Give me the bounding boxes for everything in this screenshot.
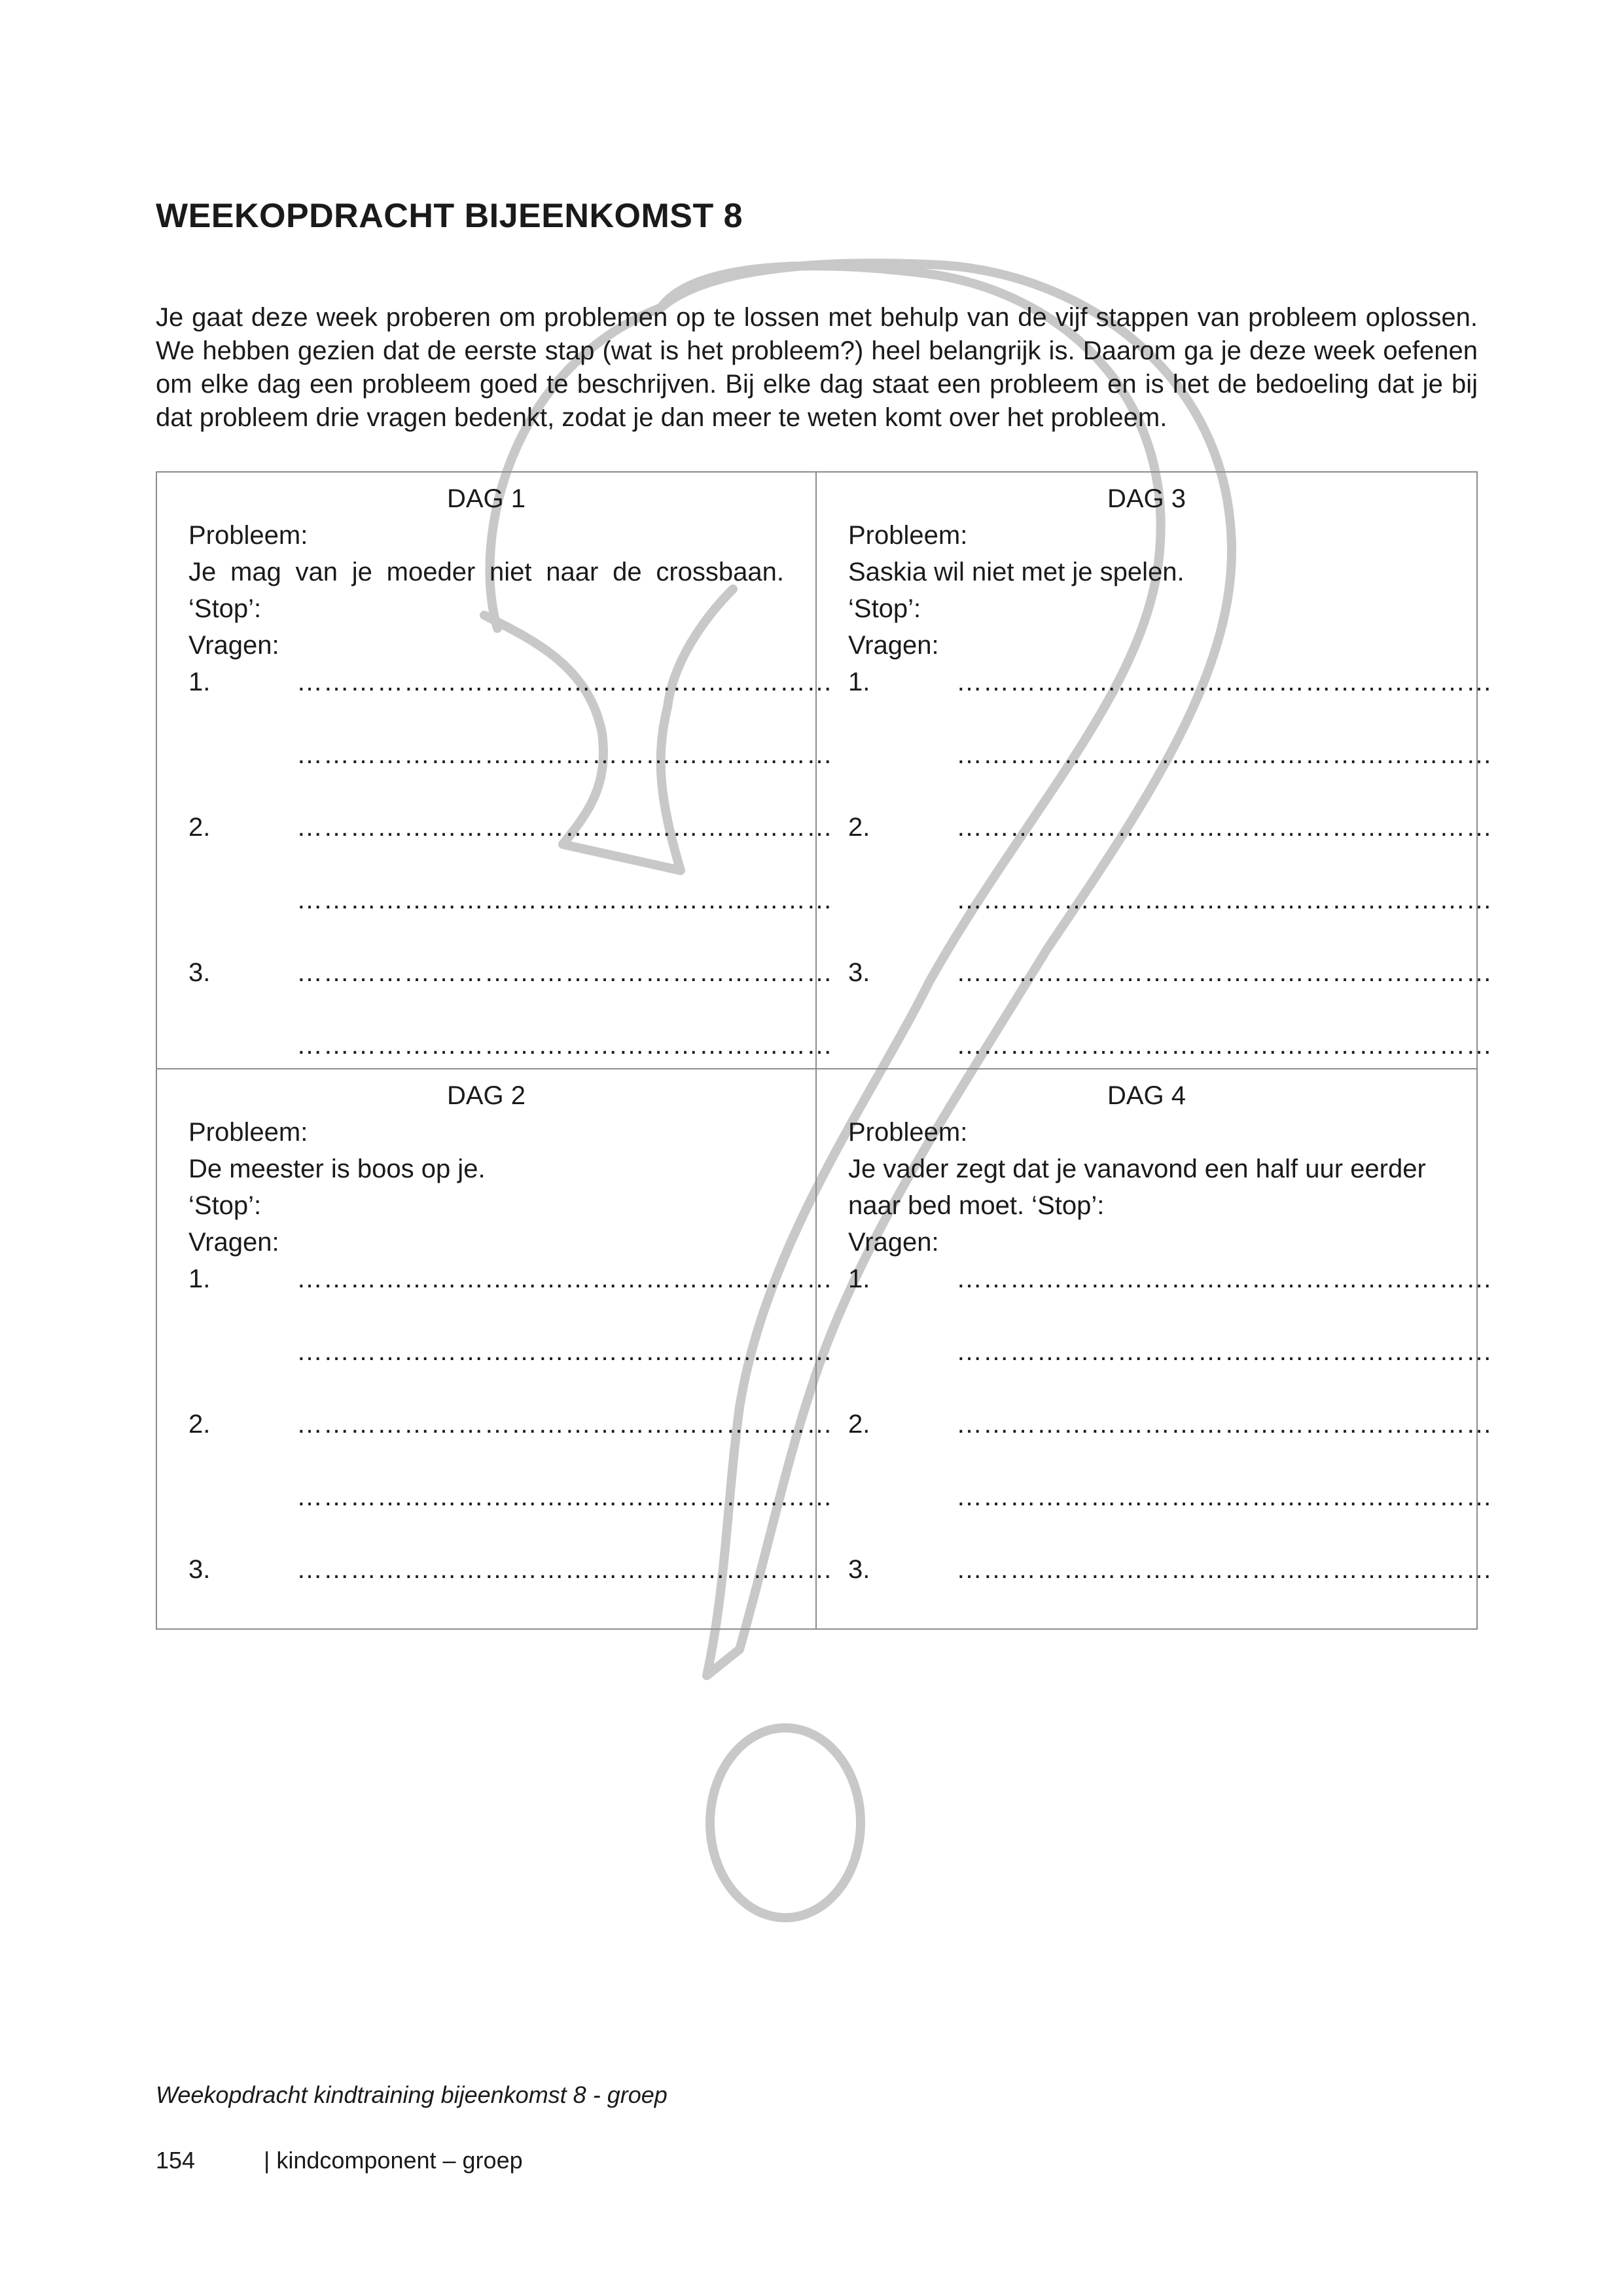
- day-title: DAG 4: [1107, 1081, 1186, 1110]
- page-caption: Weekopdracht kindtraining bijeenkomst 8 - groep: [156, 2081, 668, 2108]
- days-table: [156, 471, 1493, 1630]
- answer-line[interactable]: ……………………………………………………: [296, 1265, 833, 1293]
- question-1-continuation: [188, 1333, 833, 1406]
- day-title: DAG 3: [1107, 484, 1186, 513]
- question-2: [848, 1406, 1493, 1479]
- answer-line[interactable]: ……………………………………………………: [956, 813, 1493, 842]
- question-number: 1.: [188, 668, 211, 696]
- question-1: [188, 1261, 833, 1333]
- vragen-label: Vragen:: [188, 631, 279, 660]
- question-number: 3.: [848, 1555, 870, 1584]
- question-1: [848, 664, 1493, 736]
- question-1: [188, 664, 833, 736]
- answer-line[interactable]: ……………………………………………………: [956, 1265, 1493, 1293]
- question-number: 2.: [188, 813, 211, 842]
- probleem-label: Probleem:: [848, 521, 968, 550]
- probleem-label: Probleem:: [188, 521, 308, 550]
- answer-line[interactable]: ……………………………………………………: [296, 1555, 833, 1584]
- answer-line[interactable]: ……………………………………………………: [296, 813, 833, 842]
- problem-text: Saskia wil niet met je spelen.: [848, 558, 1185, 586]
- question-2-continuation: [848, 882, 1493, 954]
- question-number: 3.: [188, 1555, 211, 1584]
- answer-line[interactable]: ……………………………………………………: [956, 958, 1493, 987]
- question-2-continuation: [848, 1479, 1493, 1551]
- page-title: WEEKOPDRACHT BIJEENKOMST 8: [156, 197, 743, 235]
- question-2: [188, 1406, 833, 1479]
- question-number: 1.: [848, 1265, 870, 1293]
- question-2-continuation: [188, 882, 833, 954]
- question-3: [188, 1551, 833, 1624]
- question-2: [848, 809, 1493, 882]
- question-number: 3.: [848, 958, 870, 987]
- question-number: 2.: [848, 1410, 870, 1439]
- answer-line[interactable]: ……………………………………………………: [296, 1031, 833, 1060]
- answer-line[interactable]: ……………………………………………………: [296, 668, 833, 696]
- answer-line[interactable]: ……………………………………………………: [296, 958, 833, 987]
- question-1-continuation: [188, 736, 833, 809]
- answer-line[interactable]: ……………………………………………………: [296, 886, 833, 914]
- question-2-continuation: [188, 1479, 833, 1551]
- stop-label: ‘Stop’:: [188, 1191, 262, 1220]
- vragen-label: Vragen:: [188, 1228, 279, 1257]
- answer-line[interactable]: ……………………………………………………: [296, 1337, 833, 1366]
- question-3: [848, 1551, 1493, 1624]
- day-cell-dag2: [157, 1069, 833, 1628]
- question-number: 2.: [188, 1410, 211, 1439]
- question-1: [848, 1261, 1493, 1333]
- question-number: 3.: [188, 958, 211, 987]
- vragen-label: Vragen:: [848, 631, 939, 660]
- probleem-label: Probleem:: [188, 1118, 308, 1147]
- answer-line[interactable]: ……………………………………………………: [296, 740, 833, 769]
- stop-label: ‘Stop’:: [848, 594, 921, 623]
- intro-paragraph: Je gaat deze week proberen om problemen op te lossen met behulp van de vijf stappen van probleem oplossen. We hebben gezien dat de eerste stap (wat is het probleem?) heel belangrijk is. Daarom ga je deze week oefenen om elke dag een probleem goed te beschrijven. Bij elke dag staat een probleem en is het de bedoeling dat je bij dat probleem drie vragen bedenkt, zodat je dan meer te weten komt over het probleem.: [156, 303, 1478, 432]
- vragen-label: Vragen:: [848, 1228, 939, 1257]
- question-number: 1.: [848, 668, 870, 696]
- answer-line[interactable]: ……………………………………………………: [956, 740, 1493, 769]
- day-cell-dag4: [817, 1069, 1493, 1628]
- answer-line[interactable]: ……………………………………………………: [956, 1555, 1493, 1584]
- stop-label: ‘Stop’:: [188, 594, 262, 623]
- problem-text: Je mag van je moeder niet naar de crossbaan.: [188, 558, 784, 586]
- problem-text: De meester is boos op je.: [188, 1155, 486, 1183]
- question-3: [188, 954, 833, 1027]
- answer-line[interactable]: ……………………………………………………: [956, 1410, 1493, 1439]
- day-title: DAG 1: [446, 484, 526, 513]
- day-cell-dag1: [157, 473, 833, 1069]
- question-2: [188, 809, 833, 882]
- question-3: [848, 954, 1493, 1027]
- answer-line[interactable]: ……………………………………………………: [296, 1482, 833, 1511]
- question-1-continuation: [848, 736, 1493, 809]
- problem-text-line-1: Je vader zegt dat je vanavond een half uur eerder: [848, 1155, 1426, 1183]
- page-number: 154: [156, 2147, 196, 2174]
- answer-line[interactable]: ……………………………………………………: [956, 1482, 1493, 1511]
- section-label: | kindcomponent – groep: [264, 2147, 523, 2174]
- day-cell-dag3: [817, 473, 1493, 1069]
- question-number: 2.: [848, 813, 870, 842]
- probleem-label: Probleem:: [848, 1118, 968, 1147]
- answer-line[interactable]: ……………………………………………………: [956, 1031, 1493, 1060]
- question-1-continuation: [848, 1333, 1493, 1406]
- day-title: DAG 2: [446, 1081, 526, 1110]
- problem-text-line-2: naar bed moet. ‘Stop’:: [848, 1191, 1105, 1220]
- answer-line[interactable]: ……………………………………………………: [956, 886, 1493, 914]
- answer-line[interactable]: ……………………………………………………: [296, 1410, 833, 1439]
- question-number: 1.: [188, 1265, 211, 1293]
- answer-line[interactable]: ……………………………………………………: [956, 1337, 1493, 1366]
- answer-line[interactable]: ……………………………………………………: [956, 668, 1493, 696]
